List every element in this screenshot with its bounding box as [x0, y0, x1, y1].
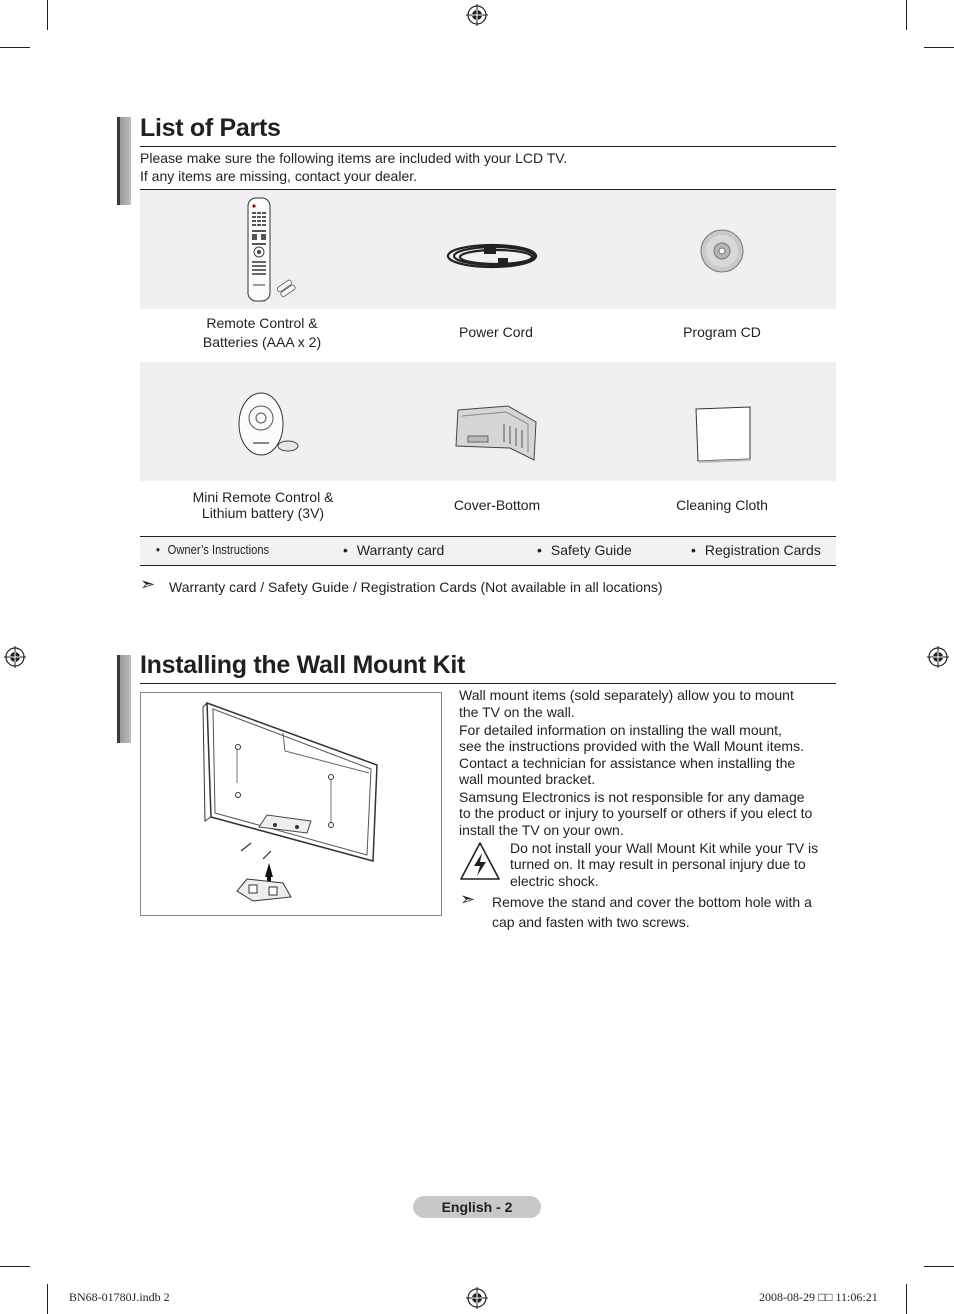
crop-mark	[906, 1284, 907, 1314]
warning-text: electric shock.	[510, 873, 599, 889]
section-title: Installing the Wall Mount Kit	[140, 651, 466, 679]
registration-mark-icon	[4, 646, 26, 668]
part-caption: Mini Remote Control &	[192, 489, 334, 505]
stand-note: cap and fasten with two screws.	[492, 914, 690, 930]
crop-mark	[47, 0, 48, 30]
wall-mount-text: install the TV on your own.	[459, 822, 624, 838]
wall-mount-text: Contact a technician for assistance when installing the	[459, 755, 796, 771]
crop-mark	[47, 1284, 48, 1314]
wall-mount-text: see the instructions provided with the Wall Mount items.	[459, 738, 804, 754]
document-item: • Warranty card	[343, 542, 445, 558]
title-rule	[140, 683, 836, 684]
wall-mount-text: Samsung Electronics is not responsible for any damage	[459, 789, 805, 805]
document-item: • Owner’s Instructions	[156, 542, 270, 557]
registration-mark-icon	[466, 1287, 488, 1309]
crop-mark	[924, 1266, 954, 1267]
power-cord-image	[444, 238, 548, 274]
registration-mark-icon	[927, 646, 949, 668]
part-caption: Cleaning Cloth	[676, 497, 768, 513]
registration-mark-icon	[466, 4, 488, 26]
section-bar	[117, 117, 131, 205]
title-rule	[140, 146, 836, 147]
tv-back-image	[141, 693, 441, 915]
documents-list	[140, 536, 836, 566]
footer-date: 2008-08-29 □□ 11:06:21	[759, 1290, 878, 1304]
arrow-note-icon: ➣	[460, 889, 476, 909]
crop-mark	[0, 1266, 30, 1267]
cover-bottom-image	[448, 402, 538, 462]
crop-mark	[0, 47, 30, 48]
wall-mount-text: to the product or injury to yourself or others if you elect to	[459, 805, 813, 821]
document-item: • Registration Cards	[691, 542, 821, 558]
cleaning-cloth-image	[692, 405, 754, 463]
program-cd-image	[699, 228, 745, 274]
lightning-warning-icon	[459, 841, 501, 883]
wall-mount-text: the TV on the wall.	[459, 704, 575, 720]
part-caption: Program CD	[683, 324, 761, 340]
wall-mount-text: Wall mount items (sold separately) allow you to mount	[459, 687, 794, 703]
part-caption: Lithium battery (3V)	[201, 505, 325, 521]
part-caption: Remote Control &	[206, 315, 318, 331]
warning-text: turned on. It may result in personal injury due to	[510, 856, 806, 872]
section-title: List of Parts	[140, 114, 281, 142]
section-bar	[117, 655, 131, 743]
intro-line: Please make sure the following items are included with your LCD TV.	[140, 150, 568, 166]
crop-mark	[906, 0, 907, 30]
crop-mark	[924, 47, 954, 48]
availability-note: Warranty card / Safety Guide / Registration Cards (Not available in all locations)	[169, 579, 663, 595]
wall-mount-text: For detailed information on installing the wall mount,	[459, 722, 782, 738]
warning-text: Do not install your Wall Mount Kit while your TV is	[510, 840, 819, 856]
remote-control-image	[237, 196, 299, 304]
part-caption: Batteries (AAA x 2)	[202, 334, 322, 350]
document-item: • Safety Guide	[537, 542, 632, 558]
wall-mount-text: wall mounted bracket.	[459, 771, 596, 787]
mini-remote-image	[236, 390, 302, 458]
wall-mount-illustration	[140, 692, 442, 916]
part-caption: Power Cord	[459, 324, 533, 340]
part-caption: Cover-Bottom	[453, 497, 541, 513]
intro-line: If any items are missing, contact your dealer.	[140, 168, 418, 184]
footer-file: BN68-01780J.indb 2	[69, 1290, 170, 1304]
arrow-note-icon: ➣	[140, 574, 156, 594]
stand-note: Remove the stand and cover the bottom hole with a	[492, 894, 812, 910]
page-number-label: English - 2	[413, 1196, 541, 1218]
